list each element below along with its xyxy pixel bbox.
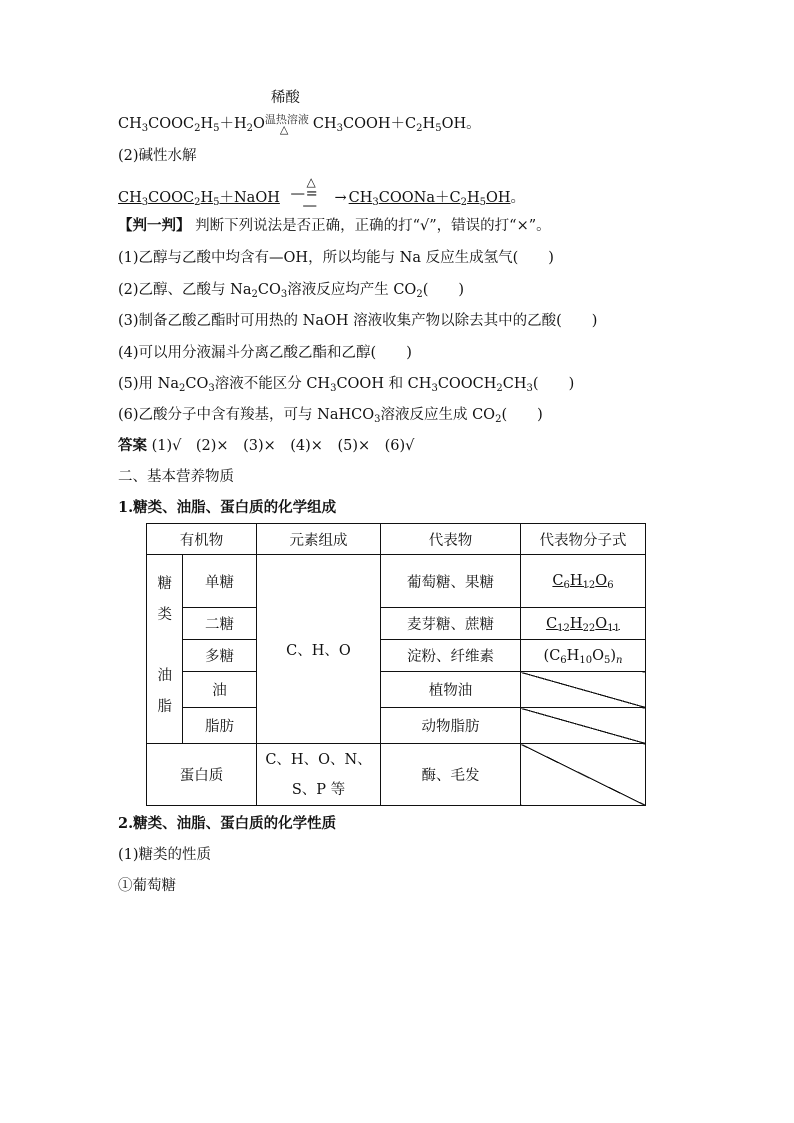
judge-item-text: 溶液反应均产生 CO [287, 282, 417, 298]
judge-item-3 [118, 311, 597, 331]
judge-item-text: (3)制备乙酸乙酯时可用热的 NaOH 溶液收集产物以除去其中的乙酸( [118, 313, 562, 329]
row-name: 脂肪 [183, 708, 257, 744]
sugar-properties-heading: (1)糖类的性质 [118, 847, 212, 863]
basic-products [349, 190, 511, 206]
group-sugar-label: 糖类 [157, 576, 172, 623]
composition-table [146, 523, 646, 806]
eq-sub: 2 [416, 123, 423, 134]
judge-item-text: CH [502, 376, 527, 392]
eq-sub: 2 [194, 123, 201, 134]
judge-item-text: (2)乙醇、乙酸与 Na [118, 282, 252, 298]
judge-item-text: CO [257, 282, 281, 298]
answer-text: (1)√ (2)× (3)× (4)× (5)× (6)√ [151, 438, 415, 454]
table-row [147, 672, 646, 708]
table-row [147, 608, 646, 640]
row-name: 单糖 [183, 555, 257, 608]
condition-warm: 温热溶液 [264, 113, 309, 126]
table-row [147, 640, 646, 672]
acid-hydrolysis-equation [118, 90, 481, 136]
eq-sub: 2 [178, 383, 186, 394]
table-row-protein [147, 744, 646, 806]
table-row [147, 708, 646, 744]
formula-poly: $(C_6H_{10}O_5)_n$ [521, 640, 646, 672]
eq-text: H [466, 190, 480, 206]
eq-text: OH。 [441, 116, 481, 132]
header-elements: 元素组成 [257, 524, 381, 555]
heat-icon: △ [279, 123, 289, 136]
eq-sub: 2 [460, 197, 467, 208]
eq-text: H [200, 190, 214, 206]
protein-name: 蛋白质 [147, 744, 257, 806]
section-title: 二、基本营养物质 [118, 469, 234, 485]
reaction-arrow: — = △ — [284, 182, 334, 202]
paren-close: ) [458, 282, 465, 298]
row-rep: 动物脂肪 [381, 708, 521, 744]
table-header-row [147, 524, 646, 555]
reaction-condition [264, 90, 313, 136]
eq-text: CH [348, 190, 373, 206]
arrow-head-icon: → [334, 190, 347, 206]
glucose-heading: ①葡萄糖 [118, 878, 176, 894]
eq-text: COOC [148, 116, 195, 132]
basic-hydrolysis-equation [118, 175, 526, 214]
paren-close: ) [537, 407, 543, 423]
eq-text: COONa＋C [378, 190, 461, 206]
answer-line [118, 436, 414, 456]
eq-sub: 3 [431, 383, 438, 394]
row-rep: 淀粉、纤维素 [381, 640, 521, 672]
basic-reactants [118, 190, 280, 206]
judge-item-text: (6)乙酸分子中含有羧基，可与 NaHCO [118, 407, 375, 423]
eq-sub: 3 [280, 289, 288, 300]
row-name: 多糖 [183, 640, 257, 672]
heat-icon: △ [306, 175, 316, 189]
paren-close: ) [406, 345, 412, 361]
formula-di: $C_{12}H_{22}O_{11}$ [521, 608, 646, 640]
diagonal-cell [521, 744, 646, 806]
eq-sub: 2 [495, 414, 502, 425]
protein-elements: C、H、O、N、S、P 等 [257, 744, 381, 806]
eq-sub: 3 [208, 383, 215, 394]
judge-item-5 [118, 374, 574, 394]
judge-text: 判断下列说法是否正确，正确的打“√”，错误的打“×”。 [195, 218, 551, 234]
eq-sub: 3 [374, 414, 381, 425]
eq-sub: 5 [435, 123, 442, 134]
eq-sub: 5 [213, 197, 220, 208]
eq-text: CH [118, 116, 142, 132]
eq-text: ＋NaOH [219, 190, 280, 206]
eq-text: 。 [510, 190, 526, 206]
eq-sub: 3 [372, 197, 379, 208]
eq-sub: 3 [141, 123, 149, 134]
eq-text: CH [312, 116, 337, 132]
header-organic: 有机物 [147, 524, 257, 555]
condition-acid: 稀酸 [270, 90, 300, 106]
table-row [147, 555, 646, 608]
judge-label: 【判一判】 [118, 217, 191, 234]
formula-mono: $C_6H_{12}O_6$ [521, 555, 646, 608]
judge-item-1 [118, 248, 554, 268]
header-formula: 代表物分子式 [521, 524, 646, 555]
eq-sub: 2 [496, 383, 503, 394]
eq-sub: 2 [246, 123, 254, 134]
answer-label: 答案 [118, 437, 147, 454]
row-rep: 葡萄糖、果糖 [381, 555, 521, 608]
judge-item-text: COOCH [437, 376, 497, 392]
header-representative: 代表物 [381, 524, 521, 555]
judge-item-text: 溶液反应生成 CO [380, 407, 496, 423]
eq-sub: 5 [213, 123, 220, 134]
judge-item-6 [118, 405, 543, 425]
basic-hydrolysis-heading: (2)碱性水解 [118, 148, 197, 164]
eq-text: H [200, 116, 214, 132]
eq-sub: 2 [416, 289, 423, 300]
eq-sub: 3 [336, 123, 344, 134]
judge-item-text: 溶液不能区分 CH [214, 376, 331, 392]
eq-sub: 3 [330, 383, 337, 394]
row-name: 二糖 [183, 608, 257, 640]
eq-text: ＋H [219, 116, 247, 132]
judge-item-text: (1)乙醇与乙酸中均含有—OH，所以均能与 Na 反应生成氢气( [118, 250, 519, 266]
elements-cho: C、H、O [257, 555, 381, 744]
eq-sub: 5 [479, 197, 486, 208]
diagonal-cell [521, 672, 646, 708]
paren-open: ( [532, 376, 539, 392]
paren-open: ( [501, 407, 508, 423]
group-labels [147, 555, 183, 744]
subsection-title-1: 1.糖类、油脂、蛋白质的化学组成 [118, 499, 337, 516]
eq-sub: 3 [526, 383, 533, 394]
eq-sub: 3 [141, 197, 149, 208]
judge-item-text: (4)可以用分液漏斗分离乙酸乙酯和乙醇( [118, 345, 377, 361]
eq-sub: 2 [251, 289, 258, 300]
eq-text: COOH＋C [343, 116, 417, 132]
judge-instruction [118, 216, 551, 236]
paren-close: ) [591, 313, 598, 329]
judge-item-text: CO [185, 376, 209, 392]
eq-sub: 2 [194, 197, 201, 208]
eq-text: COOC [148, 190, 195, 206]
eq-text: O [253, 116, 265, 132]
judge-item-2 [118, 280, 464, 300]
eq-text: H [422, 116, 436, 132]
paren-close: ) [548, 250, 554, 266]
row-name: 油 [183, 672, 257, 708]
row-rep: 植物油 [381, 672, 521, 708]
diagonal-cell [521, 708, 646, 744]
protein-rep: 酶、毛发 [381, 744, 521, 806]
judge-item-text: (5)用 Na [118, 376, 179, 392]
paren-close: ) [568, 376, 575, 392]
eq-text: CH [118, 190, 142, 206]
row-rep: 麦芽糖、蔗糖 [381, 608, 521, 640]
judge-item-4 [118, 343, 412, 363]
judge-item-text: COOH 和 CH [336, 376, 432, 392]
subsection-title-2: 2.糖类、油脂、蛋白质的化学性质 [118, 815, 337, 832]
group-fat-label: 油脂 [157, 668, 172, 715]
paren-open: ( [422, 282, 429, 298]
eq-text: OH [485, 190, 511, 206]
